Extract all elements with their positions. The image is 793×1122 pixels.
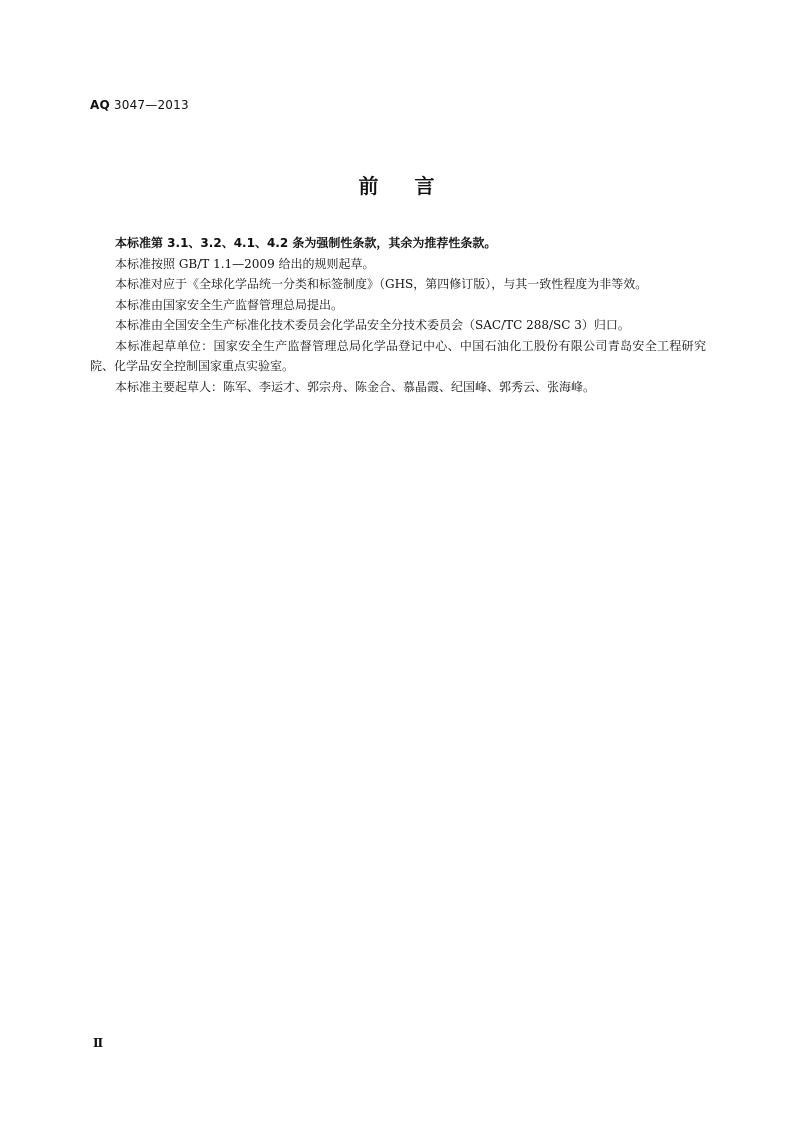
document-code-number: 3047—2013 — [113, 98, 189, 112]
paragraph-proposer: 本标准由国家安全生产监督管理总局提出。 — [115, 297, 344, 312]
paragraph-drafting-units: 本标准起草单位：国家安全生产监督管理总局化学品登记中心、中国石油化工股份有限公司青岛安全工程研究院、化学品安全控制国家重点实验室。 — [90, 338, 706, 373]
document-code-prefix: AQ — [90, 98, 110, 112]
paragraph-ghs-correspondence: 本标准对应于《全球化学品统一分类和标签制度》（GHS，第四修订版），与其一致性程度为非等效。 — [115, 277, 648, 291]
paragraph-drafting-rules: 本标准按照 GB/T 1.1—2009 给出的规则起草。 — [115, 256, 375, 271]
page-title: 前言 — [358, 174, 471, 198]
paragraph-mandatory-clauses: 本标准第 3.1、3.2、4.1、4.2 条为强制性条款，其余为推荐性条款。 — [115, 236, 497, 250]
paragraph-administered-by: 本标准由全国安全生产标准化技术委员会化学品安全分技术委员会（SAC/TC 288/SC 3）归口。 — [115, 318, 630, 332]
paragraph-drafters: 本标准主要起草人：陈军、李运才、郭宗舟、陈金合、慕晶霞、纪国峰、郭秀云、张海峰。 — [115, 379, 596, 394]
document-code — [90, 98, 189, 112]
foreword-body — [90, 233, 706, 397]
page-number: Ⅱ — [93, 1036, 104, 1050]
